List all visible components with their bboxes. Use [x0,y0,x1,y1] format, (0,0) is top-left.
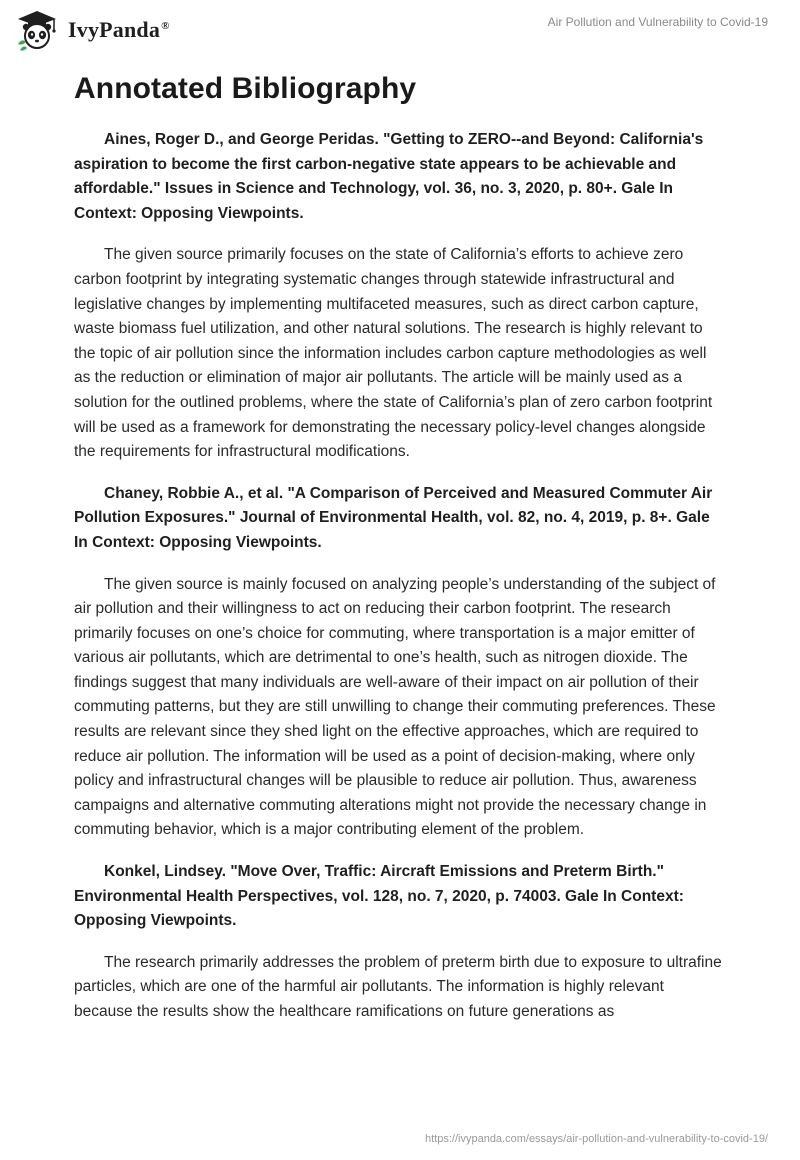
annotation: The given source is mainly focused on analyzing people’s understanding of the subject of air pollution and their willingness to act on reducing their carbon footprint. The research primarily focuses on one’s choice for commuting, where transportation is a major emitter of various air pollutants, which are detrimental to one’s health, such as nitrogen dioxide. The findings suggest that many individuals are well-aware of their impact on air pollution of their commuting patterns, but they are still unwilling to change their commuting preferences. These results are relevant since they shed light on the effective approaches, which are required to reduce air pollution. The information will be used as a point of decision-making, where only policy and infrastructural changes will be plausible to reduce air pollution. Thus, awareness campaigns and alternative commuting alterations might not provide the necessary change in commuting behavior, which is a major contributing element of the problem. [74,575,716,839]
annotation: The given source primarily focuses on the state of California’s efforts to achieve zero carbon footprint by integrating systematic changes through statewide infrastructural and legislative changes by implementing multifaceted measures, such as direct carbon capture, waste biomass fuel utilization, and other natural solutions. The research is highly relevant to the topic of air pollution since the information includes carbon capture methodologies as well as the reduction or elimination of major air pollutants. The article will be mainly used as a solution for the outlined problems, where the state of California’s plan of zero carbon footprint will be used as a framework for demonstrating the necessary policy-level changes alongside the requirements for infrastructural modifications. [74,246,713,461]
page-header [0,0,800,70]
running-title: Air Pollution and Vulnerability to Covid-19 [547,15,768,29]
panda-graduate-icon [14,8,60,52]
brand-name: IvyPanda® [68,17,170,42]
annotation: The research primarily addresses the problem of preterm birth due to exposure to ultrafine particles, which are one of the harmful air pollutants. The information is highly relevant because the results show the healthcare ramifications on future generations as [74,953,722,1020]
citation: Konkel, Lindsey. "Move Over, Traffic: Aircraft Emissions and Preterm Birth." Environmental Health Perspectives, vol. 128, no. 7, 2020, p. 74003. Gale In Context: Opposing Viewpoints. [74,863,684,930]
logo[interactable] [14,8,170,52]
document-body [74,72,726,1042]
page-title: Annotated Bibliography [74,72,417,105]
citation: Chaney, Robbie A., et al. "A Comparison of Perceived and Measured Commuter Air Pollution Exposures." Journal of Environmental Health, vol. 82, no. 4, 2019, p. 8+. Gale In Context: Opposing Viewpoints. [74,484,713,551]
citation: Aines, Roger D., and George Peridas. "Getting to ZERO--and Beyond: California's aspiration to become the first carbon-negative state appears to be achievable and affordable." Issues in Science and Technology, vol. 36, no. 3, 2020, p. 80+. Gale In Context: Opposing Viewpoints. [74,131,704,222]
footer-url[interactable]: https://ivypanda.com/essays/air-pollution-and-vulnerability-to-covid-19/ [425,1133,768,1145]
